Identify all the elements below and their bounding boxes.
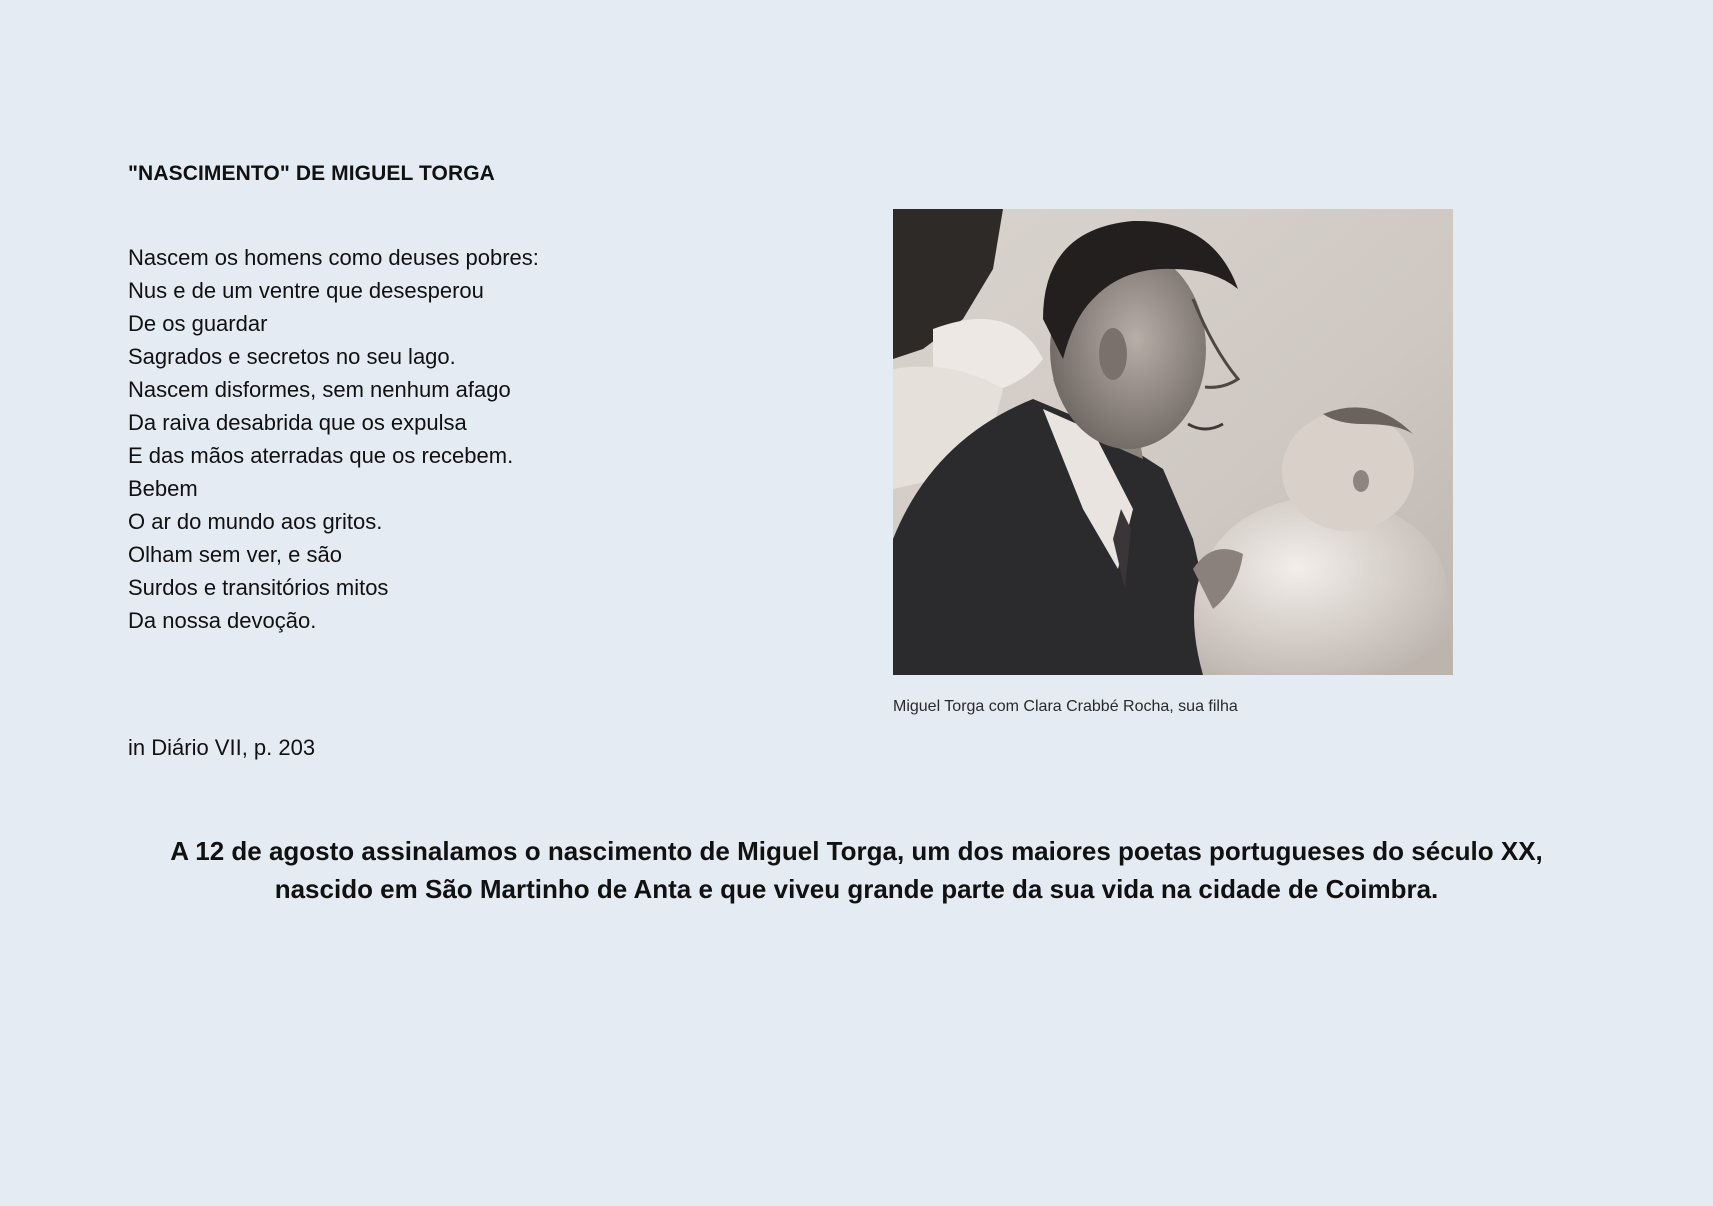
photo-caption: Miguel Torga com Clara Crabbé Rocha, sua filha xyxy=(893,698,1238,715)
poem-line: Da raiva desabrida que os expulsa xyxy=(128,410,467,435)
poem-line: Olham sem ver, e são xyxy=(128,542,342,567)
poem-line: Nascem os homens como deuses pobres: xyxy=(128,245,539,270)
announcement-line: nascido em São Martinho de Anta e que viveu grande parte da sua vida na cidade de Coimbra. xyxy=(274,874,1439,904)
poem-line: Nus e de um ventre que desesperou xyxy=(128,278,484,303)
poem-line: Surdos e transitórios mitos xyxy=(128,575,389,600)
poem-line: E das mãos aterradas que os recebem. xyxy=(128,443,514,468)
announcement-line: A 12 de agosto assinalamos o nascimento de Miguel Torga, um dos maiores poetas portugueses do século XX, xyxy=(170,836,1543,866)
poem-line: O ar do mundo aos gritos. xyxy=(128,509,383,534)
poem-line: Da nossa devoção. xyxy=(128,608,317,633)
poem-source: in Diário VII, p. 203 xyxy=(128,735,316,760)
poem-line: Bebem xyxy=(128,476,198,501)
poem-text xyxy=(128,241,539,637)
announcement xyxy=(100,832,1613,908)
poem-line: Nascem disformes, sem nenhum afago xyxy=(128,377,511,402)
poem-line: Sagrados e secretos no seu lago. xyxy=(128,344,456,369)
poem-title: "NASCIMENTO" DE MIGUEL TORGA xyxy=(128,162,495,185)
photo-miguel-torga-with-daughter xyxy=(893,209,1453,675)
poem-line: De os guardar xyxy=(128,311,268,336)
